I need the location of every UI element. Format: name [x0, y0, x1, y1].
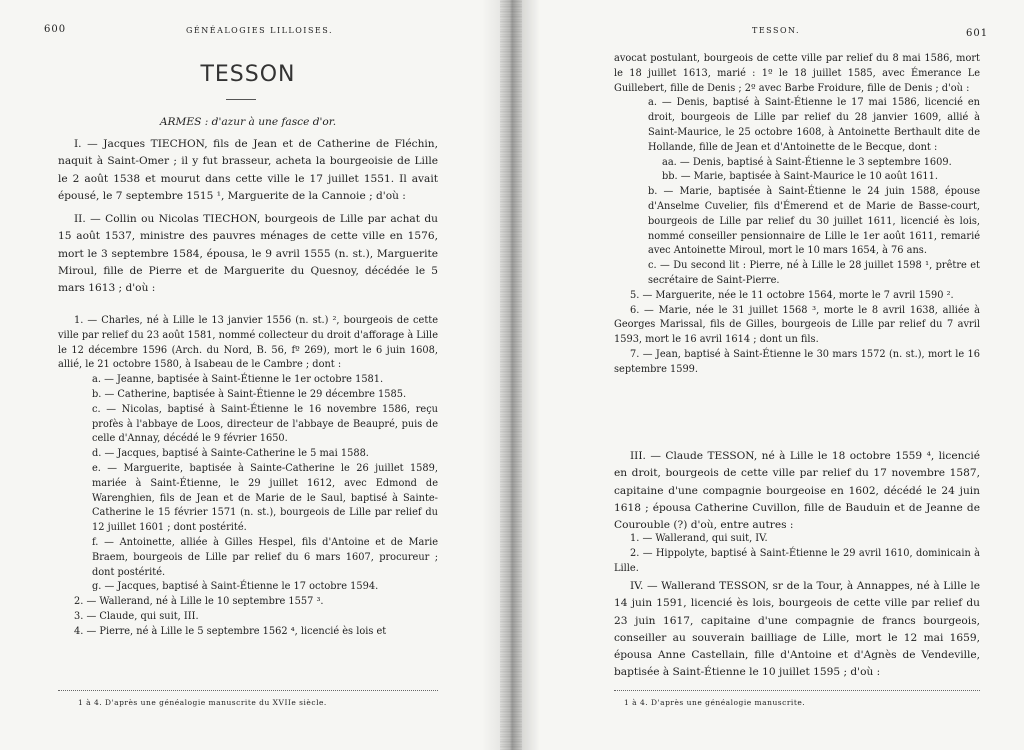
entry-5-marguerite: 5. — Marguerite, née le 11 octobre 1564, morte le 7 avril 1590 ².	[630, 289, 954, 301]
continuation-text: avocat postulant, bourgeois de cette ville par relief du 8 mai 1586, mort le 18 juillet 1613, marié : 1º le 18 juillet 1585, avec Émerance Le Guillebert, fille de Denis ; 2º avec Barbe Froidure, fille de Denis ; d'où :	[614, 53, 980, 94]
generation-iv: IV. — Wallerand TESSON, sr de la Tour, à Annappes, né à Lille le 14 juin 1591, licencié ès lois, bourgeois de cette ville par relief du 23 juin 1617, capitaine d'une compagnie de francs bourgeois, conseiller au souverain bailliage de Lille, mort le 12 mai 1659, épousa Anne Castellain, fille d'Antoine et d'Agnès de Vendeville, baptisée à Saint-Étienne le 10 juillet 1595 ; d'où :	[614, 580, 980, 679]
right-folio: 601	[966, 28, 989, 39]
arms-line: ARMES : d'azur à une fasce d'or.	[159, 116, 337, 128]
entry-wallerand: 2. — Wallerand, né à Lille le 10 septembre 1557 ³.	[74, 596, 324, 608]
entry-bb-marie: bb. — Marie, baptisée à Saint-Maurice le 10 août 1611.	[662, 171, 938, 183]
right-continuation	[614, 52, 980, 378]
entry-b-catherine: b. — Catherine, baptisée à Saint-Étienne le 29 décembre 1585.	[92, 388, 407, 400]
entry-c-nicolas: c. — Nicolas, baptisé à Saint-Étienne le 16 novembre 1586, reçu profès à l'abbaye de Loos, directeur de l'abbaye de Beaupré, puis de celle d'Annay, décédé le 9 février 1650.	[92, 403, 438, 445]
entry-a-denis: a. — Denis, baptisé à Saint-Étienne le 17 mai 1586, licencié en droit, bourgeois de Lille par relief du 28 janvier 1609, allié à Saint-Maurice, le 25 octobre 1608, à Antoinette Berthault dite de Hollande, fille de Jean et d'Antoinette de le Becque, dont :	[648, 97, 980, 153]
entry-g-jacques: g. — Jacques, baptisé à Saint-Étienne le 17 octobre 1594.	[92, 581, 379, 593]
entry-b-marie: b. — Marie, baptisée à Saint-Étienne le 24 juin 1588, épouse d'Anselme Cuvelier, fils d'Émerend et de Marie de Basse-court, bourgeois de Lille par relief du 30 juillet 1611, licencié ès lois, nommé conseiller pensionnaire de Lille le 1er août 1611, remarié avec Antoinette Miroul, mort le 10 mars 1654, à 76 ans.	[648, 186, 980, 257]
left-page	[0, 0, 496, 750]
generation-ii: II. — Collin ou Nicolas TIECHON, bourgeois de Lille par achat du 15 août 1537, ministre des pauvres ménages de cette ville en 1576, mort le 3 septembre 1584, épousa, le 9 avril 1555 (n. st.), Marguerite Miroul, fille de Pierre et de Marguerite du Quesnoy, décédée le 5 mars 1613 ; d'où :	[58, 213, 438, 295]
generation-iii: III. — Claude TESSON, né à Lille le 18 octobre 1559 ⁴, licencié en droit, bourgeois de cette ville par relief du 17 novembre 1587, capitaine d'une compagnie bourgeoise en 1602, décédé le 24 juin 1618 ; épousa Catherine Cuvillon, fille de Bauduin et de Jeanne de Courouble (?) d'où, entre autres :	[614, 450, 980, 532]
page-title: TESSON	[200, 62, 296, 87]
entry-7-jean: 7. — Jean, baptisé à Saint-Étienne le 30 mars 1572 (n. st.), mort le 16 septembre 1599.	[614, 348, 980, 375]
gutter-shadow	[500, 0, 522, 750]
left-folio: 600	[44, 24, 67, 35]
entry-c-pierre: c. — Du second lit : Pierre, né à Lille le 28 juillet 1598 ¹, prêtre et secrétaire de Saint-Pierre.	[648, 260, 980, 286]
generation-i: I. — Jacques TIECHON, fils de Jean et de Catherine de Fléchin, naquit à Saint-Omer ; il y fut brasseur, acheta la bourgeoisie de Lille le 2 août 1538 et mourut dans cette ville le 17 juillet 1551. Il avait épousé, le 7 septembre 1515 ¹, Marguerite de la Cannoie ; d'où :	[58, 138, 438, 202]
left-running-head: GÉNÉALOGIES LILLOISES.	[186, 26, 334, 35]
right-page	[528, 0, 1024, 750]
right-footnote: 1 à 4. D'après une généalogie manuscrite.	[624, 698, 806, 707]
entry-e-marguerite: e. — Marguerite, baptisée à Sainte-Catherine le 26 juillet 1589, mariée à Saint-Étienne, le 29 juillet 1612, avec Edmond de Warenghien, fils de Jean et de Marie de le Saul, baptisé à Sainte-Catherine le 15 février 1571 (n. st.), bourgeois de Lille par relief du 12 juillet 1601 ; dont postérité.	[92, 462, 438, 534]
entry-d-jacques: d. — Jacques, baptisé à Sainte-Catherine le 5 mai 1588.	[92, 448, 369, 460]
title-rule	[226, 99, 256, 100]
left-entries	[58, 314, 438, 640]
entry-claude: 3. — Claude, qui suit, III.	[74, 610, 199, 622]
left-footnote-rule	[58, 690, 438, 691]
entry-charles: 1. — Charles, né à Lille le 13 janvier 1556 (n. st.) ², bourgeois de cette ville par relief du 23 août 1581, nommé collecteur du droit d'afforage à Lille le 12 décembre 1596 (Arch. du Nord, B. 56, fº 269), mort le 6 juin 1608, allié, le 21 octobre 1580, à Isabeau de le Cambre ; dont :	[58, 315, 438, 371]
entry-2-hippolyte: 2. — Hippolyte, baptisé à Saint-Étienne le 29 avril 1610, dominicain à Lille.	[614, 547, 980, 574]
right-entries-iii	[614, 532, 980, 576]
entry-6-marie: 6. — Marie, née le 31 juillet 1568 ³, morte le 8 avril 1638, alliée à Georges Marissal, fils de Gilles, bourgeois de Lille par relief du 7 avril 1593, mort le 16 avril 1614 ; dont un fils.	[614, 304, 980, 346]
entry-1-wallerand: 1. — Wallerand, qui suit, IV.	[630, 533, 768, 544]
left-footnote: 1 à 4. D'après une généalogie manuscrite du XVIIe siècle.	[78, 698, 327, 707]
entry-a-jeanne: a. — Jeanne, baptisée à Saint-Étienne le 1er octobre 1581.	[92, 374, 384, 386]
entry-aa-denis: aa. — Denis, baptisé à Saint-Étienne le 3 septembre 1609.	[662, 156, 952, 168]
entry-f-antoinette: f. — Antoinette, alliée à Gilles Hespel, fils d'Antoine et de Marie Braem, bourgeois de Lille par relief du 6 mars 1607, procureur ; dont postérité.	[92, 536, 438, 578]
right-running-head: TESSON.	[752, 26, 801, 35]
left-main-text	[58, 136, 438, 298]
right-footnote-rule	[614, 690, 980, 691]
entry-pierre: 4. — Pierre, né à Lille le 5 septembre 1562 ⁴, licencié ès lois et	[74, 625, 387, 637]
